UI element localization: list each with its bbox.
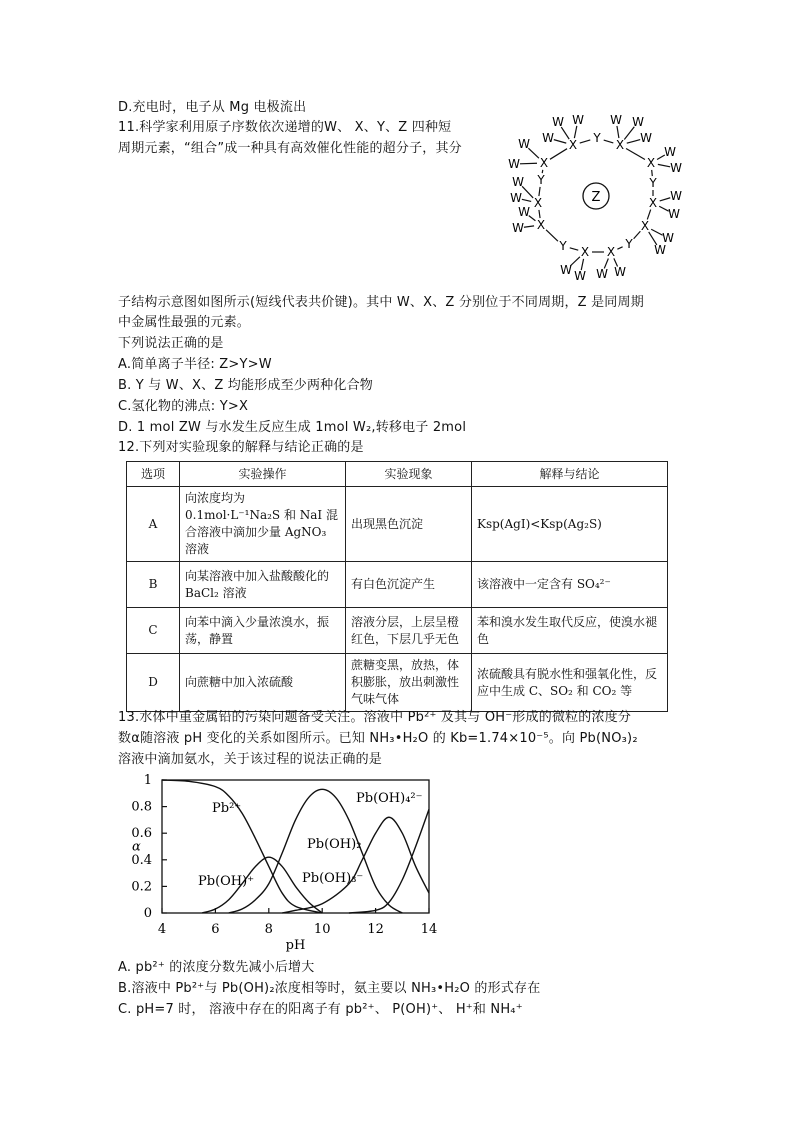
w-atom-label: W [640,131,652,145]
w-atom-label: W [670,189,682,203]
w-atom-label: W [664,145,676,159]
row-option: D [127,654,180,712]
x-atom-label: X [646,156,656,170]
w-atom-label: W [596,267,608,281]
w-atom-label: W [512,221,524,235]
w-atom-label: W [668,207,680,221]
x-tick-label: 6 [211,922,220,937]
table-row [127,487,668,562]
y-tick-label: 1 [143,773,152,788]
row-operation: 向浓度均为 0.1mol·L⁻¹Na₂S 和 NaI 混合溶液中滴加少量 AgNO₃ 溶液 [180,487,346,562]
w-atom-label: W [518,205,530,219]
q11-option-a: A.简单离子半径: Z>Y>W [118,357,272,372]
q13-option-b: B.溶液中 Pb²⁺与 Pb(OH)₂浓度相等时，氨主要以 NH₃•H₂O 的形式存在 [118,981,541,996]
table-header-row [127,462,668,487]
bond-line [570,248,578,250]
w-atom-label: W [670,161,682,175]
series-line-0 [162,780,322,913]
y-tick-label: 0.8 [131,799,152,815]
row-operation: 向苯中滴入少量浓溴水，振荡，静置 [180,608,346,654]
row-phenomenon: 蔗糖变黑，放热，体积膨胀，放出刺激性气味气体 [346,654,472,712]
q11-option-d: D. 1 mol ZW 与水发生反应生成 1mol W₂,转移电子 2mol [118,420,467,435]
q13-option-a: A. pb²⁺ 的浓度分数先减小后增大 [118,960,315,975]
row-conclusion: Ksp(AgI)<Ksp(Ag₂S) [472,487,668,562]
x-tick-label: 8 [264,922,273,937]
w-atom-label: W [512,175,524,189]
row-option: A [127,487,180,562]
w-atom-label: W [662,231,674,245]
y-axis-label: α [132,839,141,855]
row-conclusion: 该溶液中一定含有 SO₄²⁻ [472,562,668,608]
x-atom-label: X [648,196,658,210]
x-tick-label: 4 [157,922,167,937]
bond-line [617,126,619,138]
q11-stem-line3: 子结构示意图如图所示(短线代表共价键)。其中 W、X、Z 分别位于不同周期，Z 是同周期 [118,295,644,310]
bond-line [626,149,645,160]
x-atom-label: X [536,218,546,232]
bond-line [554,140,566,143]
supramolecule-diagram [498,108,698,293]
row-operation: 向某溶液中加入盐酸酸化的 BaCl₂ 溶液 [180,562,346,608]
y-tick-label: 0.4 [131,852,152,868]
w-atom-label: W [508,157,520,171]
experiment-table [126,461,668,712]
bond-line [647,210,650,220]
q13-option-c: C. pH=7 时， 溶液中存在的阳离子有 pb²⁺、 P(OH)⁺、 H⁺和 NH₄⁺ [118,1002,523,1017]
w-atom-label: W [610,113,622,127]
bond-line [660,198,671,201]
x-atom-label: X [539,156,549,170]
table-row [127,562,668,608]
table-row [127,654,668,712]
bond-line [658,164,670,166]
header-option: 选项 [127,462,180,487]
w-atom-label: W [510,191,522,205]
w-atom-label: W [574,269,586,283]
q12-stem: 12.下列对实验现象的解释与结论正确的是 [118,440,364,455]
q11-stem-line2: 周期元素，“组合”成一种具有高效催化性能的超分子，其分 [118,141,462,156]
y-tick-label: 0.6 [131,826,152,842]
w-atom-label: W [518,137,530,151]
x-axis-label: pH [285,938,306,953]
distribution-chart [124,770,444,955]
bond-line [604,140,614,143]
series-annotation: Pb(OH)⁺ [198,874,255,889]
x-atom-label: X [580,245,590,259]
q11-option-b: B. Y 与 W、X、Z 均能形成至少两种化合物 [118,378,373,393]
series-annotation: Pb²⁺ [212,801,242,816]
q13-stem-line1: 13.水体中重金属铅的污染问题备受关注。溶液中 Pb²⁺ 及其与 OH⁻形成的微粒的浓度分 [118,710,632,725]
bond-line [627,140,640,144]
w-atom-label: W [560,263,572,277]
row-option: C [127,608,180,654]
bond-line [522,199,531,201]
bond-line [617,247,622,249]
bond-line [634,231,641,239]
bond-line [651,229,662,235]
y-atom-label: Y [649,176,657,190]
z-atom-label: Z [591,190,601,205]
header-conclusion: 解释与结论 [472,462,668,487]
x-atom-label: X [640,219,650,233]
q11-stem-line1: 11.科学家利用原子序数依次递增的W、 X、Y、Z 四种短 [118,120,452,135]
bond-line [524,226,534,227]
q11-prompt: 下列说法正确的是 [118,336,224,351]
bond-line [580,140,591,143]
q13-stem-line2: 数α随溶液 pH 变化的关系如图所示。已知 NH₃•H₂O 的 Kb=1.74×10⁻⁵。向 Pb(NO₃)₂ [118,731,638,746]
row-phenomenon: 有白色沉淀产生 [346,562,472,608]
w-atom-label: W [552,115,564,129]
w-atom-label: W [654,243,666,257]
row-operation: 向蔗糖中加入浓硫酸 [180,654,346,712]
y-atom-label: Y [593,131,601,145]
bond-line [574,126,576,138]
header-phenomenon: 实验现象 [346,462,472,487]
row-phenomenon: 出现黑色沉淀 [346,487,472,562]
series-annotation: Pb(OH)₃⁻ [302,871,364,886]
bond-line [550,149,567,160]
q11-option-c: C.氢化物的沸点: Y>X [118,399,249,414]
row-phenomenon: 溶液分层，上层呈橙红色，下层几乎无色 [346,608,472,654]
y-atom-label: Y [537,173,545,187]
q10-option-d: D.充电时，电子从 Mg 电极流出 [118,100,307,115]
y-atom-label: Y [625,237,633,251]
w-atom-label: W [542,131,554,145]
x-atom-label: X [533,196,543,210]
series-line-3 [282,817,429,913]
y-tick-label: 0.2 [131,879,152,895]
q13-stem-line3: 溶液中滴加氨水，关于该过程的说法正确的是 [118,752,383,767]
header-operation: 实验操作 [180,462,346,487]
x-tick-label: 10 [313,922,331,937]
w-atom-label: W [572,113,584,127]
bond-line [520,163,537,164]
x-atom-label: X [615,138,625,152]
row-conclusion: 苯和溴水发生取代反应，使溴水褪色 [472,608,668,654]
x-atom-label: X [606,245,616,259]
q11-stem-line4: 中金属性最强的元素。 [118,315,251,330]
y-atom-label: Y [559,239,567,253]
bond-line [539,187,540,196]
x-tick-label: 12 [367,922,384,937]
row-conclusion: 浓硫酸具有脱水性和强氧化性，反应中生成 C、SO₂ 和 CO₂ 等 [472,654,668,712]
x-atom-label: X [568,138,578,152]
bond-line [546,230,558,241]
table-row [127,608,668,654]
bond-line [539,210,540,218]
x-tick-label: 14 [420,922,438,937]
y-tick-label: 0 [143,906,152,921]
w-atom-label: W [614,265,626,279]
w-atom-label: W [632,115,644,129]
series-annotation: Pb(OH)₂ [307,837,362,852]
series-annotation: Pb(OH)₄²⁻ [356,791,423,806]
row-option: B [127,562,180,608]
